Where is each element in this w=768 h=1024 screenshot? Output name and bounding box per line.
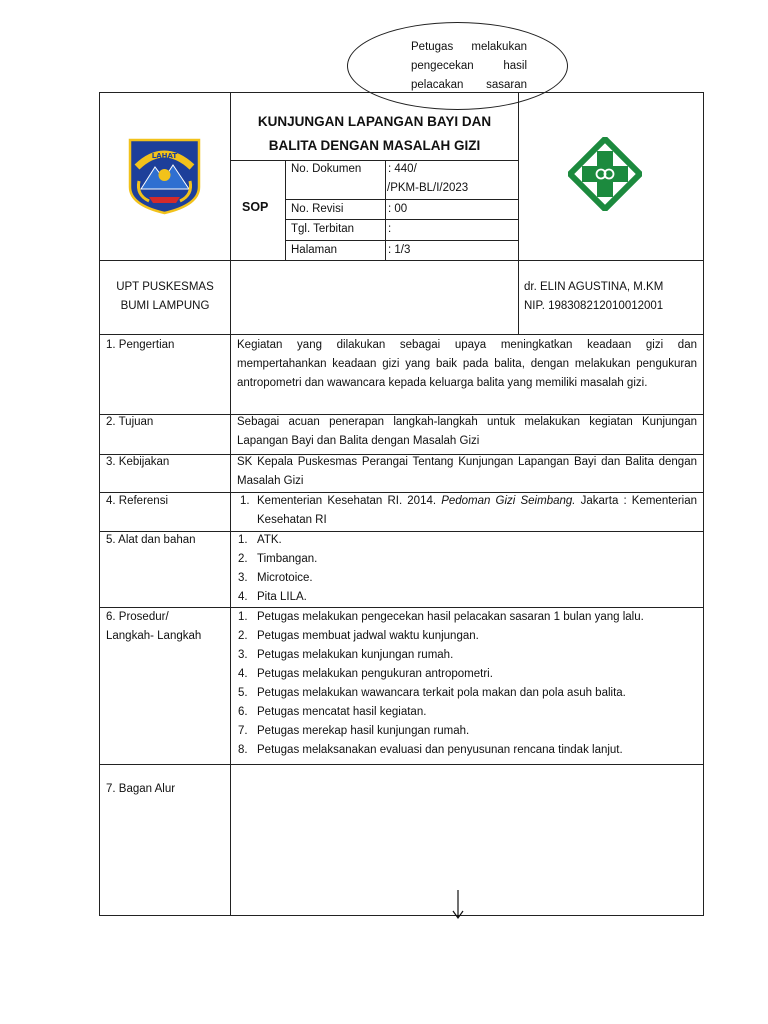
list-number: 1. xyxy=(240,495,250,507)
meta-value: : 440/ xyxy=(388,163,417,175)
list-item: 5. Petugas melakukan wawancara terkait pola makan dan pola asuh balita. xyxy=(238,687,626,699)
callout-line: pelacakan sasaran xyxy=(411,79,527,91)
section-label-kebijakan: 3. Kebijakan xyxy=(106,456,170,468)
list-item-text: Petugas melakukan kunjungan rumah. xyxy=(257,649,454,661)
list-item: 4. Pita LILA. xyxy=(238,591,307,603)
divider xyxy=(285,160,286,260)
section-text-pengertian: Kegiatan yang dilakukan sebagai upaya meningkatkan keadaan gizi dan mempertahankan keadaan gizi yang baik pada balita, dengan melakukan pengukuran antropometri dan wawancara kepada keluarga balita yang memiliki masalah gizi. xyxy=(237,339,697,389)
list-item-text: Petugas melakukan pengecekan hasil pelacakan sasaran 1 bulan yang lalu. xyxy=(257,611,644,623)
list-item-text: Petugas melakukan wawancara terkait pola makan dan pola asuh balita. xyxy=(257,687,626,699)
section-text-referensi xyxy=(240,492,697,530)
list-item-text: Petugas merekap hasil kunjungan rumah. xyxy=(257,725,470,737)
title-line: KUNJUNGAN LAPANGAN BAYI DAN xyxy=(257,114,492,129)
alat-list xyxy=(238,531,698,607)
list-item-text: Petugas melaksanakan evaluasi dan penyusunan rencana tindak lanjut. xyxy=(257,744,623,756)
list-item-text: Petugas melakukan pengukuran antropometri. xyxy=(257,668,493,680)
org-name xyxy=(100,278,230,316)
divider xyxy=(230,92,231,916)
section-text-tujuan: Sebagai acuan penerapan langkah-langkah untuk melakukan kegiatan Kunjungan Lapangan Bayi dan Balita dengan Masalah Gizi xyxy=(237,416,697,447)
list-item: 4. Petugas melakukan pengukuran antropometri. xyxy=(238,668,493,680)
lahat-logo xyxy=(127,137,202,215)
list-item-text: Pita LILA. xyxy=(257,591,307,603)
section-label-prosedur xyxy=(106,608,201,646)
section-label-bagan: 7. Bagan Alur xyxy=(106,783,176,795)
list-item-text: Petugas membuat jadwal waktu kunjungan. xyxy=(257,630,479,642)
section-text-kebijakan: SK Kepala Puskesmas Perangai Tentang Kunjungan Lapangan Bayi dan Balita dengan Masalah Gizi xyxy=(237,456,697,487)
meta-label: Halaman xyxy=(291,244,338,256)
divider xyxy=(99,260,704,261)
list-item: 6. Petugas mencatat hasil kegiatan. xyxy=(238,706,427,718)
section-label-line: 6. Prosedur/ xyxy=(106,611,169,623)
signer xyxy=(524,278,663,316)
lahat-logo-text: LAHAT xyxy=(151,152,178,160)
section-label-pengertian: 1. Pengertian xyxy=(106,339,175,351)
prosedur-list xyxy=(238,608,700,760)
puskesmas-logo xyxy=(568,137,642,211)
list-item-text: Microtoice. xyxy=(257,572,313,584)
list-item: 3. Petugas melakukan kunjungan rumah. xyxy=(238,649,454,661)
list-item-text: Timbangan. xyxy=(257,553,318,565)
divider xyxy=(99,334,704,335)
signer-name: dr. ELIN AGUSTINA, M.KM xyxy=(524,281,664,293)
list-item: 1. ATK. xyxy=(238,534,282,546)
signer-nip: NIP. 198308212010012001 xyxy=(524,300,664,312)
meta-label: No. Dokumen xyxy=(291,163,362,175)
section-label-referensi: 4. Referensi xyxy=(106,495,169,507)
reference-text-b: Jakarta : Kementerian Kesehatan RI xyxy=(257,495,697,526)
divider xyxy=(385,160,386,260)
title-line: BALITA DENGAN MASALAH GIZI xyxy=(268,138,481,153)
document-title xyxy=(231,110,518,158)
meta-label: No. Revisi xyxy=(291,203,344,215)
meta-value: : 00 xyxy=(388,203,408,215)
divider xyxy=(230,160,518,161)
list-item: 2. Timbangan. xyxy=(238,553,318,565)
list-item-text: ATK. xyxy=(257,534,282,546)
callout-line: pengecekan hasil xyxy=(411,60,527,72)
list-item: 2. Petugas membuat jadwal waktu kunjungan. xyxy=(238,630,479,642)
list-item: 8. Petugas melaksanakan evaluasi dan penyusunan rencana tindak lanjut. xyxy=(238,744,623,756)
callout-text xyxy=(411,38,527,95)
section-label-alat: 5. Alat dan bahan xyxy=(106,534,196,546)
meta-value: : xyxy=(388,223,392,235)
meta-label: Tgl. Terbitan xyxy=(291,223,355,235)
meta-value: : 1/3 xyxy=(388,244,411,256)
list-item: 7. Petugas merekap hasil kunjungan rumah. xyxy=(238,725,470,737)
org-name-line: BUMI LAMPUNG xyxy=(120,300,210,312)
list-item-text: Petugas mencatat hasil kegiatan. xyxy=(257,706,427,718)
reference-text-italic: Pedoman Gizi Seimbang. xyxy=(441,495,576,507)
reference-text-a: Kementerian Kesehatan RI. 2014. xyxy=(257,495,437,507)
callout-line: Petugas melakukan xyxy=(411,41,527,53)
sop-label: SOP xyxy=(242,200,269,214)
divider xyxy=(518,92,519,334)
list-item: 3. Microtoice. xyxy=(238,572,313,584)
section-label-tujuan: 2. Tujuan xyxy=(106,416,154,428)
meta-value: /PKM-BL/I/2023 xyxy=(387,182,469,194)
flow-arrow-icon xyxy=(450,890,466,920)
list-item: 1. Petugas melakukan pengecekan hasil pelacakan sasaran 1 bulan yang lalu. xyxy=(238,611,644,623)
org-name-line: UPT PUSKESMAS xyxy=(116,281,214,293)
divider xyxy=(99,764,704,765)
section-label-line: Langkah- Langkah xyxy=(106,630,202,642)
